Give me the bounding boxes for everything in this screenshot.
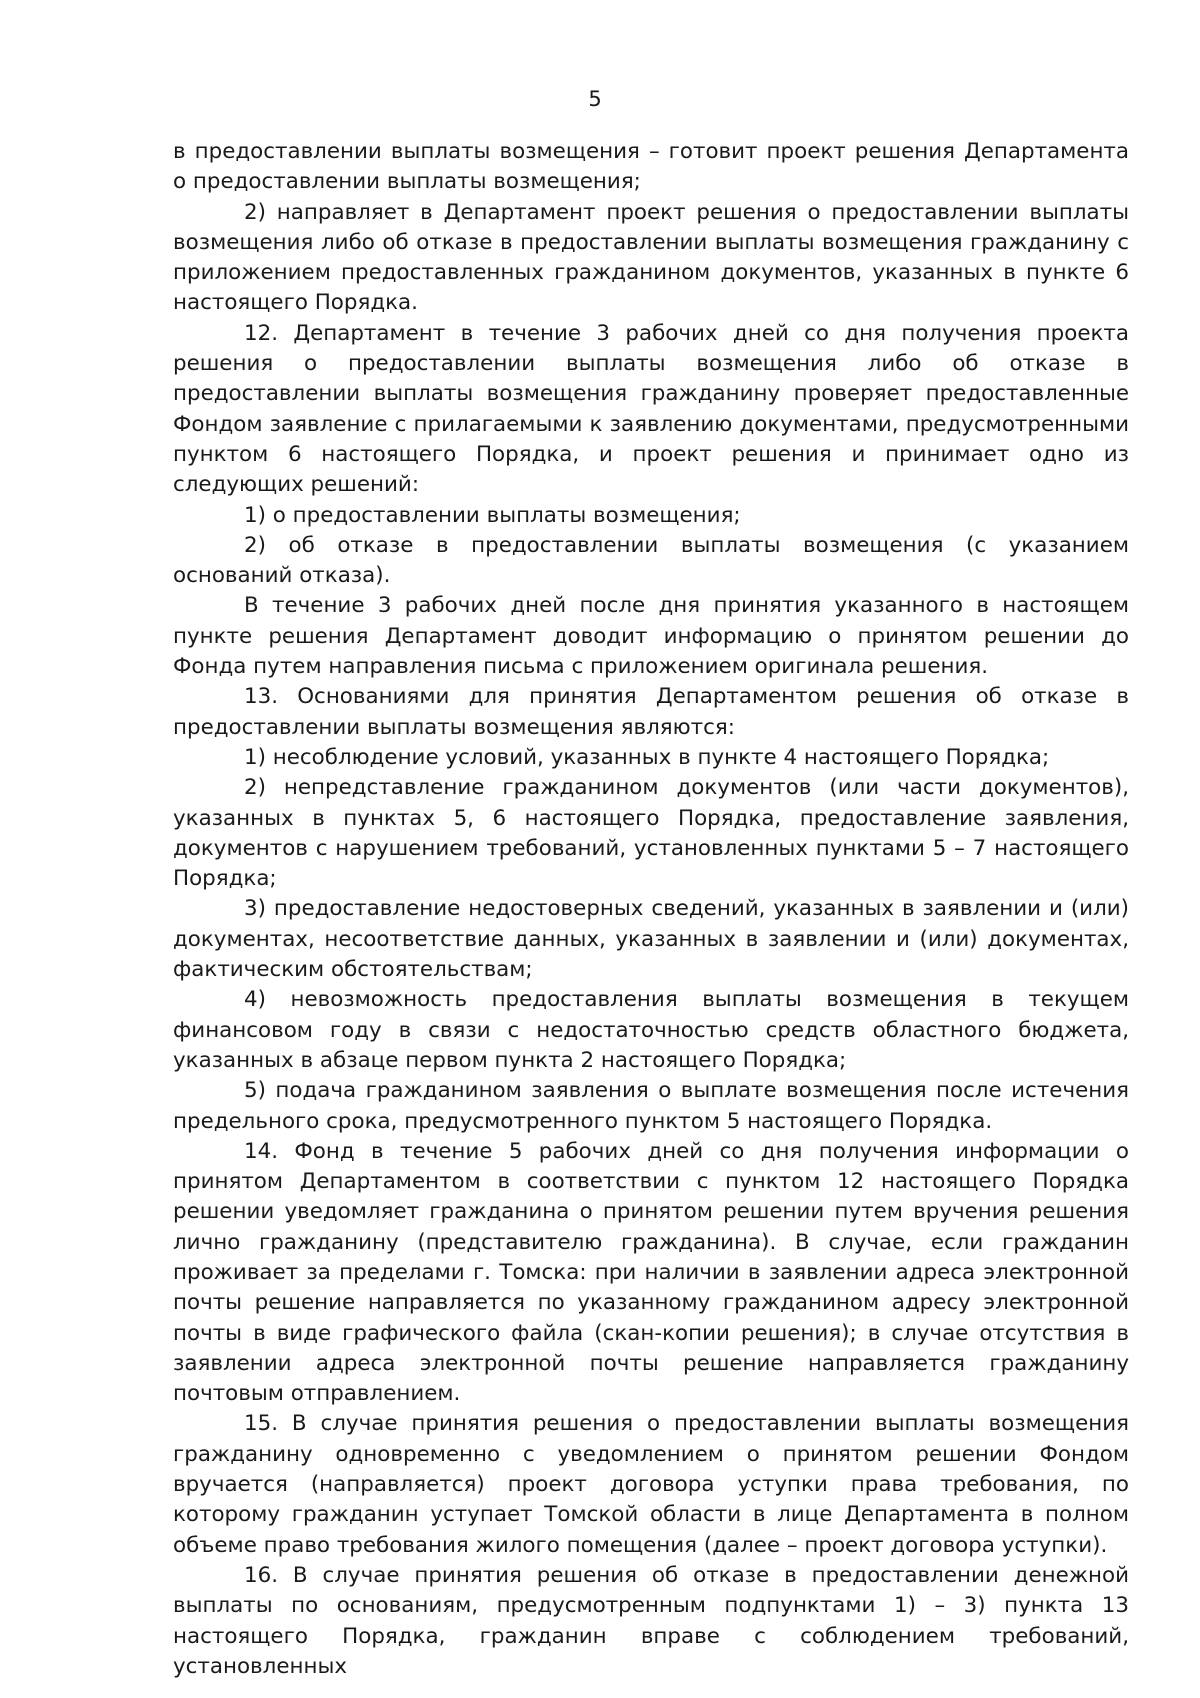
paragraph-13-item-3: 3) предоставление недостоверных сведений, указанных в заявлении и (или) документах, несоответствие данных, указанных в заявлении и (или) документах, фактическим обстоятельствам; xyxy=(173,896,1129,983)
paragraph-13-item-2: 2) непредставление гражданином документов (или части документов), указанных в пунктах 5, 6 настоящего Порядка, предоставление заявления, документов с нарушением требований, установленных пунктами 5 – 7 настоящего Порядка; xyxy=(173,775,1129,892)
paragraph-13-item-1: 1) несоблюдение условий, указанных в пункте 4 настоящего Порядка; xyxy=(244,744,1050,770)
paragraph-12-item-1: 1) о предоставлении выплаты возмещения; xyxy=(244,502,741,528)
paragraph-12: 12. Департамент в течение 3 рабочих дней со дня получения проекта решения о предоставлении выплаты возмещения либо об отказе в предоставлении выплаты возмещения гражданину проверяет предоставленные Фондом заявление с прилагаемыми к заявлению документами, предусмотренными пунктом 6 настоящего Порядка, и проект решения и принимает одно из следующих решений: xyxy=(173,320,1129,498)
paragraph-14: 14. Фонд в течение 5 рабочих дней со дня получения информации о принятом Департаментом в соответствии с пунктом 12 настоящего Порядка решении уведомляет гражданина о принятом решении путем вручения решения лично гражданину (представителю гражданина). В случае, если гражданин проживает за пределами г. Томска: при наличии в заявлении адреса электронной почты решение направляется по указанному гражданином адресу электронной почты в виде графического файла (скан-копии решения); в случае отсутствия в заявлении адреса электронной почты решение направляется гражданину почтовым отправлением. xyxy=(173,1138,1129,1407)
paragraph-13-item-4: 4) невозможность предоставления выплаты возмещения в текущем финансовом году в связи с недостаточностью средств областного бюджета, указанных в абзаце первом пункта 2 настоящего Порядка; xyxy=(173,987,1129,1073)
paragraph-continuation: в предоставлении выплаты возмещения – готовит проект решения Департамента о предоставлении выплаты возмещения; xyxy=(173,139,1129,195)
document-body xyxy=(173,137,1129,1682)
paragraph-15: 15. В случае принятия решения о предоставлении выплаты возмещения гражданину одновременно с уведомлением о принятом решении Фондом вручается (направляется) проект договора уступки права требования, по которому гражданин уступает Томской области в лице Департамента в полном объеме право требования жилого помещения (далее – проект договора уступки). xyxy=(173,1411,1129,1558)
paragraph-11-item-2: 2) направляет в Департамент проект решения о предоставлении выплаты возмещения либо об отказе в предоставлении выплаты возмещения гражданину с приложением предоставленных гражданином документов, указанных в пункте 6 настоящего Порядка. xyxy=(173,199,1129,316)
paragraph-13: 13. Основаниями для принятия Департаментом решения об отказе в предоставлении выплаты возмещения являются: xyxy=(173,684,1129,740)
paragraph-13-item-5: 5) подача гражданином заявления о выплате возмещения после истечения предельного срока, предусмотренного пунктом 5 настоящего Порядка. xyxy=(173,1078,1129,1134)
paragraph-12-notice: В течение 3 рабочих дней после дня принятия указанного в настоящем пункте решения Департамент доводит информацию о принятом решении до Фонда путем направления письма с приложением оригинала решения. xyxy=(173,593,1129,680)
paragraph-12-item-2: 2) об отказе в предоставлении выплаты возмещения (с указанием оснований отказа). xyxy=(173,532,1129,589)
paragraph-16: 16. В случае принятия решения об отказе в предоставлении денежной выплаты по основаниям, предусмотренным подпунктами 1) – 3) пункта 13 настоящего Порядка, гражданин вправе с соблюдением требований, установленных xyxy=(173,1562,1129,1679)
page-number: 5 xyxy=(588,87,602,111)
